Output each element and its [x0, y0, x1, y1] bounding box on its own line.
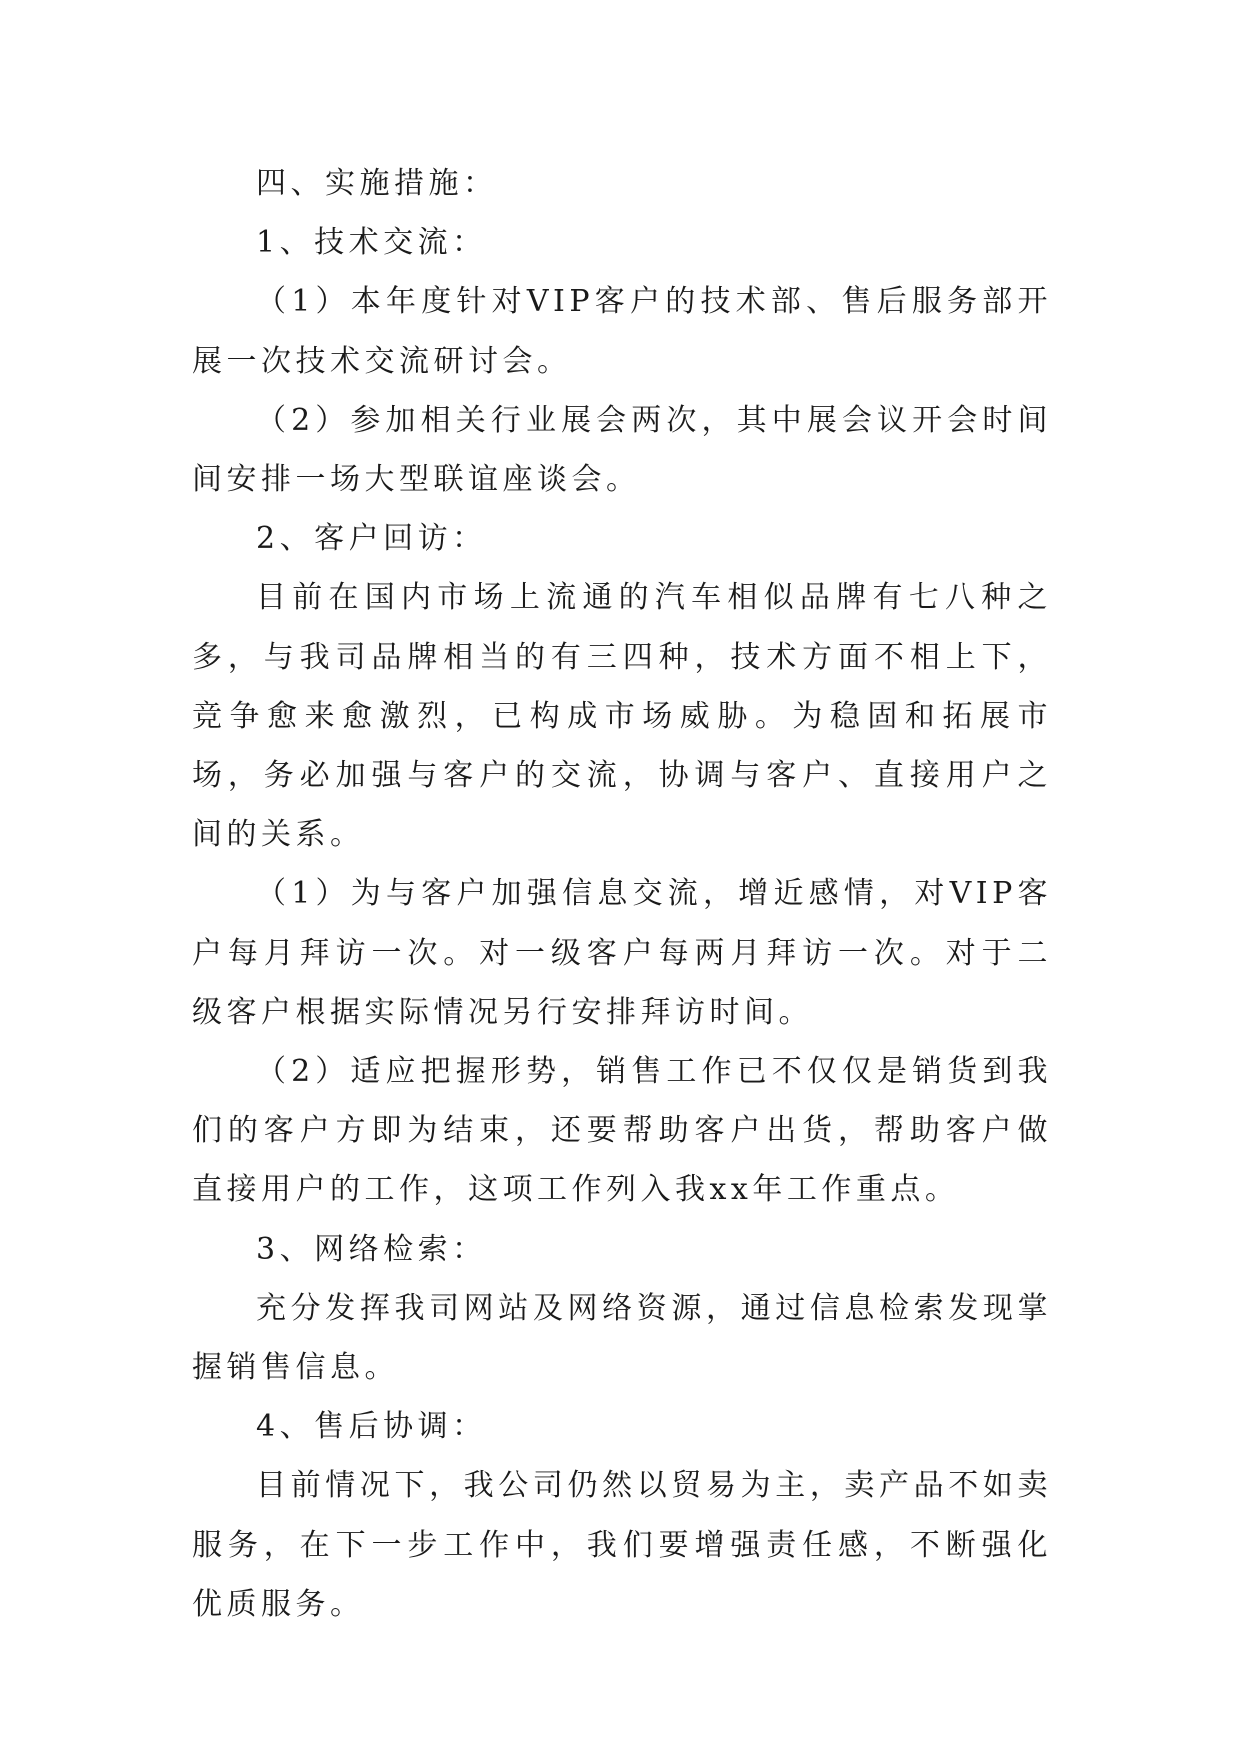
document-body: [192, 154, 1052, 1634]
section-heading-implementation-measures: 四、实施措施：: [256, 166, 498, 201]
paragraph-customer-visits-intro: 目前在国内市场上流通的汽车相似品牌有七八种之多，与我司品牌相当的有三四种，技术方面不相上下，竞争愈来愈激烈，已构成市场威胁。为稳固和拓展市场，务必加强与客户的交流，协调与客户、直接用户之间的关系。: [192, 580, 1052, 853]
paragraph-technical-exchange-2: （2）参加相关行业展会两次，其中展会议开会时间间安排一场大型联谊座谈会。: [192, 402, 1052, 498]
subheading-after-sales: 4、售后协调：: [256, 1409, 487, 1445]
paragraph-after-sales: 目前情况下，我公司仍然以贸易为主，卖产品不如卖服务，在下一步工作中，我们要增强责任感，不断强化优质服务。: [192, 1468, 1052, 1622]
subheading-technical-exchange: 1、技术交流：: [256, 225, 487, 261]
paragraph-customer-visits-1: （1）为与客户加强信息交流，增近感情，对VIP客户每月拜访一次。对一级客户每两月拜访一次。对于二级客户根据实际情况另行安排拜访时间。: [192, 876, 1052, 1030]
paragraph-customer-visits-2: （2）适应把握形势，销售工作已不仅仅是销货到我们的客户方即为结束，还要帮助客户出货，帮助客户做直接用户的工作，这项工作列入我xx年工作重点。: [192, 1054, 1052, 1208]
subheading-network-search: 3、网络检索：: [256, 1231, 487, 1267]
subheading-customer-visits: 2、客户回访：: [256, 521, 487, 557]
paragraph-technical-exchange-1: （1）本年度针对VIP客户的技术部、售后服务部开展一次技术交流研讨会。: [192, 284, 1052, 379]
paragraph-network-search: 充分发挥我司网站及网络资源，通过信息检索发现掌握销售信息。: [192, 1290, 1052, 1386]
